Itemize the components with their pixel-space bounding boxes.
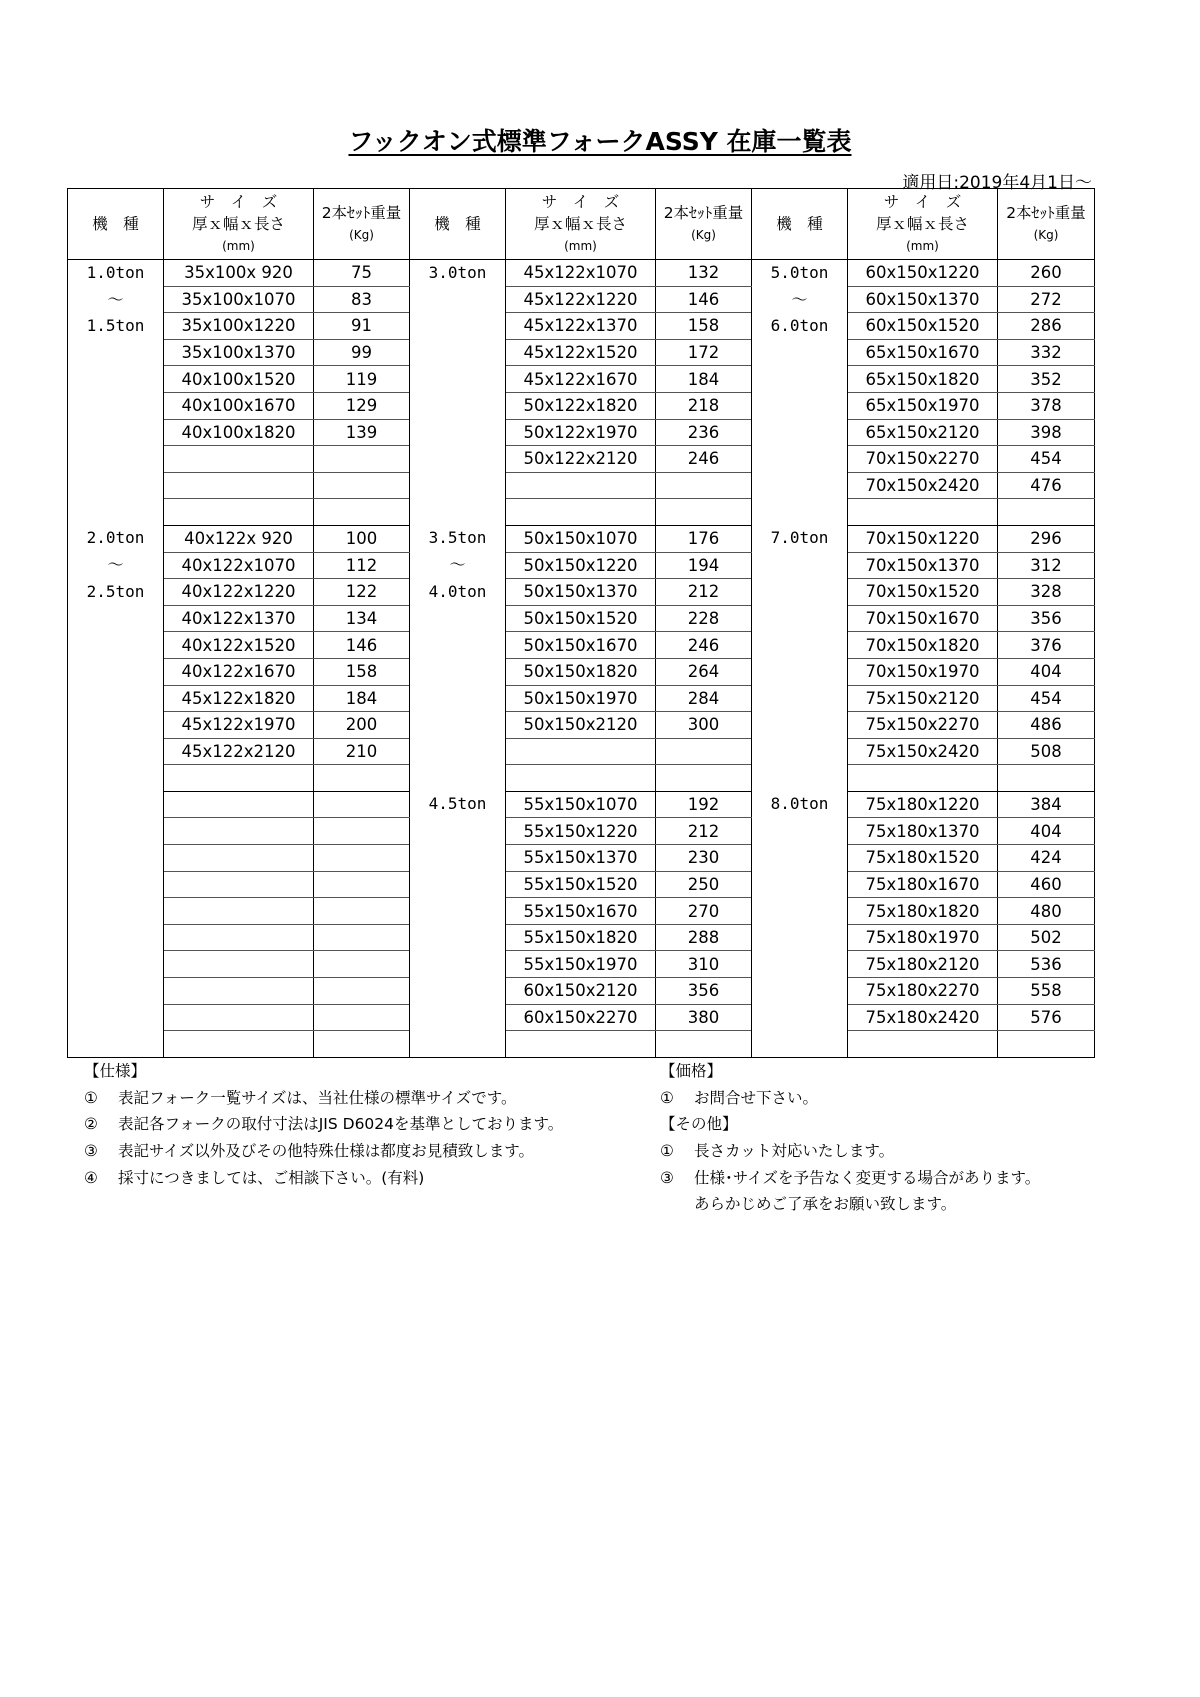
machine-label: 2.5ton xyxy=(86,581,145,601)
size-cell xyxy=(164,446,314,473)
other-item xyxy=(660,1138,1040,1165)
other-continuation: あらかじめご了承をお願い致します。 xyxy=(694,1195,957,1214)
weight-cell xyxy=(998,499,1095,526)
weight-cell: 296 xyxy=(998,525,1095,552)
size-cell xyxy=(164,1031,314,1058)
weight-cell: 134 xyxy=(314,605,410,632)
spec-item xyxy=(84,1111,563,1138)
weight-cell: 139 xyxy=(314,419,410,446)
weight-cell: 576 xyxy=(998,1004,1095,1031)
weight-cell: 246 xyxy=(656,446,752,473)
weight-cell: 212 xyxy=(656,579,752,606)
size-cell: 45x122x1220 xyxy=(506,286,656,313)
size-cell xyxy=(164,951,314,978)
weight-cell: 75 xyxy=(314,260,410,287)
machine-label: 3.0ton xyxy=(428,263,487,282)
notes-other xyxy=(660,1058,1040,1218)
weight-cell xyxy=(314,446,410,473)
machine-cell xyxy=(410,791,506,1057)
weight-cell: 228 xyxy=(656,605,752,632)
size-cell xyxy=(506,1031,656,1058)
table-row xyxy=(68,738,1095,765)
weight-cell: 460 xyxy=(998,871,1095,898)
size-cell: 40x122x1370 xyxy=(164,605,314,632)
header-machine: 機 種 xyxy=(752,189,848,260)
size-cell: 60x150x2270 xyxy=(506,1004,656,1031)
spec-item-text: 採寸につきましては、ご相談下さい。(有料) xyxy=(118,1168,425,1187)
table-row xyxy=(68,818,1095,845)
machine-cell xyxy=(68,260,164,526)
header-weight-unit: (Kg) xyxy=(691,228,716,242)
size-cell: 45x122x1520 xyxy=(506,339,656,366)
table-row xyxy=(68,446,1095,473)
table-row xyxy=(68,898,1095,925)
spec-item xyxy=(84,1085,563,1112)
weight-cell: 99 xyxy=(314,339,410,366)
size-cell: 65x150x2120 xyxy=(848,419,998,446)
spec-item-text: 表記サイズ以外及びその他特殊仕様は都度お見積致します。 xyxy=(118,1142,535,1161)
table-row xyxy=(68,472,1095,499)
weight-cell: 380 xyxy=(656,1004,752,1031)
other-item-number: ③ xyxy=(660,1168,674,1187)
size-cell: 45x122x1070 xyxy=(506,260,656,287)
size-cell: 75x180x1820 xyxy=(848,898,998,925)
size-cell: 65x150x1670 xyxy=(848,339,998,366)
size-cell xyxy=(164,818,314,845)
other-item-text: 長さカット対応いたします。 xyxy=(694,1142,895,1161)
size-cell: 55x150x1220 xyxy=(506,818,656,845)
size-cell: 40x100x1670 xyxy=(164,392,314,419)
weight-cell: 246 xyxy=(656,632,752,659)
header-machine: 機 種 xyxy=(68,189,164,260)
weight-cell: 132 xyxy=(656,260,752,287)
weight-cell: 310 xyxy=(656,951,752,978)
size-cell: 50x150x1520 xyxy=(506,605,656,632)
machine-cell xyxy=(68,791,164,1057)
machine-label: 1.0ton xyxy=(86,263,145,282)
weight-cell: 260 xyxy=(998,260,1095,287)
weight-cell xyxy=(656,1031,752,1058)
weight-cell xyxy=(998,765,1095,792)
weight-cell xyxy=(998,1031,1095,1058)
header-size-unit: (mm) xyxy=(564,239,597,253)
table-row xyxy=(68,685,1095,712)
weight-cell: 476 xyxy=(998,472,1095,499)
table-row xyxy=(68,632,1095,659)
size-cell: 70x150x2270 xyxy=(848,446,998,473)
size-cell: 50x150x1970 xyxy=(506,685,656,712)
weight-cell: 176 xyxy=(656,525,752,552)
table-row xyxy=(68,1031,1095,1058)
weight-cell: 172 xyxy=(656,339,752,366)
table-row xyxy=(68,951,1095,978)
size-cell xyxy=(506,472,656,499)
table-row xyxy=(68,392,1095,419)
weight-cell: 508 xyxy=(998,738,1095,765)
size-cell: 75x180x1970 xyxy=(848,924,998,951)
spec-item-text: 表記各フォークの取付寸法はJIS D6024を基準としております。 xyxy=(118,1115,564,1134)
machine-label: 7.0ton xyxy=(770,528,829,548)
size-cell: 75x180x2120 xyxy=(848,951,998,978)
weight-cell: 270 xyxy=(656,898,752,925)
table-row xyxy=(68,552,1095,579)
weight-cell: 424 xyxy=(998,845,1095,872)
size-cell: 75x150x2270 xyxy=(848,712,998,739)
header-size-top: サ イ ズ xyxy=(541,193,620,211)
machine-label: 4.5ton xyxy=(428,794,487,814)
header-size-top: サ イ ズ xyxy=(199,193,278,211)
size-cell: 45x122x2120 xyxy=(164,738,314,765)
size-cell xyxy=(506,499,656,526)
spec-item-number: ③ xyxy=(84,1142,98,1161)
size-cell: 70x150x1520 xyxy=(848,579,998,606)
size-cell: 70x150x1370 xyxy=(848,552,998,579)
table-row xyxy=(68,765,1095,792)
size-cell: 50x150x1370 xyxy=(506,579,656,606)
header-machine: 機 種 xyxy=(410,189,506,260)
machine-label: ～ xyxy=(107,289,124,309)
machine-label: 3.5ton xyxy=(428,528,487,548)
size-cell: 45x122x1970 xyxy=(164,712,314,739)
header-weight-top: 2本ｾｯﾄ重量 xyxy=(1006,204,1086,222)
size-cell: 60x150x1370 xyxy=(848,286,998,313)
spec-heading: 【仕様】 xyxy=(84,1062,147,1080)
size-cell: 75x180x2270 xyxy=(848,978,998,1005)
machine-label: 4.0ton xyxy=(428,581,487,601)
weight-cell: 230 xyxy=(656,845,752,872)
table-row xyxy=(68,978,1095,1005)
header-weight-unit: (Kg) xyxy=(1033,228,1059,242)
size-cell: 50x150x1820 xyxy=(506,658,656,685)
weight-cell: 356 xyxy=(656,978,752,1005)
weight-cell xyxy=(314,845,410,872)
size-cell: 45x122x1820 xyxy=(164,685,314,712)
weight-cell: 250 xyxy=(656,871,752,898)
machine-label: 8.0ton xyxy=(770,794,829,814)
weight-cell: 218 xyxy=(656,392,752,419)
weight-cell: 119 xyxy=(314,366,410,393)
table-row xyxy=(68,605,1095,632)
weight-cell: 404 xyxy=(998,658,1095,685)
weight-cell xyxy=(656,499,752,526)
weight-cell: 486 xyxy=(998,712,1095,739)
weight-cell xyxy=(314,978,410,1005)
weight-cell xyxy=(314,499,410,526)
size-cell: 55x150x1820 xyxy=(506,924,656,951)
weight-cell: 200 xyxy=(314,712,410,739)
size-cell xyxy=(164,898,314,925)
size-cell xyxy=(506,738,656,765)
size-cell: 70x150x1670 xyxy=(848,605,998,632)
table-header-row xyxy=(68,189,1095,260)
machine-cell xyxy=(410,525,506,791)
spec-item-text: 表記フォーク一覧サイズは、当社仕様の標準サイズです。 xyxy=(118,1088,517,1107)
other-item-number: ① xyxy=(660,1142,674,1161)
weight-cell xyxy=(656,738,752,765)
size-cell: 65x150x1820 xyxy=(848,366,998,393)
table-row xyxy=(68,712,1095,739)
size-cell: 50x122x1820 xyxy=(506,392,656,419)
price-item xyxy=(660,1085,1040,1112)
weight-cell: 184 xyxy=(656,366,752,393)
weight-cell xyxy=(314,765,410,792)
machine-cell xyxy=(68,525,164,791)
machine-cell xyxy=(752,791,848,1057)
machine-label: 6.0ton xyxy=(770,316,829,336)
header-weight-unit: (Kg) xyxy=(349,228,374,242)
weight-cell xyxy=(314,1031,410,1058)
size-cell xyxy=(164,472,314,499)
weight-cell: 83 xyxy=(314,286,410,313)
machine-cell xyxy=(752,525,848,791)
machine-label: 1.5ton xyxy=(86,316,145,336)
size-cell: 75x180x1220 xyxy=(848,791,998,818)
weight-cell: 378 xyxy=(998,392,1095,419)
other-item-text: 仕様･サイズを予告なく変更する場合があります。 xyxy=(694,1168,1041,1187)
weight-cell: 288 xyxy=(656,924,752,951)
weight-cell: 210 xyxy=(314,738,410,765)
weight-cell xyxy=(314,1004,410,1031)
weight-cell: 129 xyxy=(314,392,410,419)
machine-label: 5.0ton xyxy=(770,263,829,282)
machine-label: 2.0ton xyxy=(86,528,145,548)
header-weight xyxy=(656,189,752,260)
weight-cell xyxy=(656,472,752,499)
size-cell: 60x150x1520 xyxy=(848,313,998,340)
weight-cell: 192 xyxy=(656,791,752,818)
price-heading: 【価格】 xyxy=(660,1062,723,1080)
weight-cell: 384 xyxy=(998,791,1095,818)
size-cell: 35x100x1370 xyxy=(164,339,314,366)
weight-cell: 536 xyxy=(998,951,1095,978)
header-size xyxy=(164,189,314,260)
header-size-mid: 厚ｘ幅ｘ長さ xyxy=(533,215,627,233)
size-cell: 75x150x2120 xyxy=(848,685,998,712)
price-item-text: お問合せ下さい。 xyxy=(694,1088,819,1107)
machine-label: ～ xyxy=(449,555,466,575)
weight-cell: 328 xyxy=(998,579,1095,606)
weight-cell xyxy=(314,871,410,898)
weight-cell xyxy=(314,951,410,978)
size-cell: 55x150x1370 xyxy=(506,845,656,872)
table-row xyxy=(68,658,1095,685)
table-row xyxy=(68,313,1095,340)
other-heading: 【その他】 xyxy=(660,1115,738,1134)
weight-cell: 376 xyxy=(998,632,1095,659)
size-cell: 60x150x2120 xyxy=(506,978,656,1005)
size-cell: 40x100x1520 xyxy=(164,366,314,393)
size-cell: 40x122x1220 xyxy=(164,579,314,606)
weight-cell: 146 xyxy=(656,286,752,313)
size-cell: 35x100x1220 xyxy=(164,313,314,340)
table-row xyxy=(68,791,1095,818)
size-cell xyxy=(506,765,656,792)
weight-cell: 502 xyxy=(998,924,1095,951)
size-cell: 50x150x1670 xyxy=(506,632,656,659)
size-cell: 60x150x1220 xyxy=(848,260,998,287)
weight-cell xyxy=(656,765,752,792)
machine-label: ～ xyxy=(791,289,808,309)
weight-cell: 91 xyxy=(314,313,410,340)
weight-cell xyxy=(314,791,410,818)
weight-cell: 480 xyxy=(998,898,1095,925)
header-size xyxy=(848,189,998,260)
table-row xyxy=(68,366,1095,393)
size-cell: 50x122x2120 xyxy=(506,446,656,473)
size-cell: 35x100x 920 xyxy=(164,260,314,287)
header-size-unit: (mm) xyxy=(906,239,939,253)
page-title: フックオン式標準フォークASSY 在庫一覧表 xyxy=(348,127,852,156)
table-row xyxy=(68,871,1095,898)
machine-cell xyxy=(410,260,506,526)
weight-cell: 236 xyxy=(656,419,752,446)
header-size-mid: 厚ｘ幅ｘ長さ xyxy=(875,215,969,233)
weight-cell: 404 xyxy=(998,818,1095,845)
weight-cell xyxy=(314,818,410,845)
size-cell xyxy=(164,1004,314,1031)
weight-cell: 300 xyxy=(656,712,752,739)
stock-table xyxy=(67,188,1095,1058)
size-cell: 75x180x1670 xyxy=(848,871,998,898)
size-cell: 55x150x1970 xyxy=(506,951,656,978)
table-row xyxy=(68,339,1095,366)
spec-item xyxy=(84,1165,563,1192)
size-cell: 70x150x1220 xyxy=(848,525,998,552)
weight-cell: 352 xyxy=(998,366,1095,393)
size-cell: 40x122x1670 xyxy=(164,658,314,685)
size-cell: 50x150x2120 xyxy=(506,712,656,739)
table-row xyxy=(68,286,1095,313)
spec-item-number: ④ xyxy=(84,1168,98,1187)
size-cell: 45x122x1670 xyxy=(506,366,656,393)
size-cell: 65x150x1970 xyxy=(848,392,998,419)
table-row xyxy=(68,845,1095,872)
size-cell: 70x150x1970 xyxy=(848,658,998,685)
weight-cell: 284 xyxy=(656,685,752,712)
table-row xyxy=(68,1004,1095,1031)
weight-cell: 184 xyxy=(314,685,410,712)
weight-cell: 356 xyxy=(998,605,1095,632)
size-cell: 70x150x2420 xyxy=(848,472,998,499)
size-cell: 50x150x1220 xyxy=(506,552,656,579)
weight-cell xyxy=(314,924,410,951)
table-row xyxy=(68,499,1095,526)
size-cell: 55x150x1670 xyxy=(506,898,656,925)
size-cell: 75x180x2420 xyxy=(848,1004,998,1031)
table-row xyxy=(68,525,1095,552)
weight-cell: 212 xyxy=(656,818,752,845)
size-cell: 70x150x1820 xyxy=(848,632,998,659)
weight-cell: 146 xyxy=(314,632,410,659)
size-cell xyxy=(848,499,998,526)
size-cell: 75x180x1370 xyxy=(848,818,998,845)
size-cell xyxy=(164,871,314,898)
weight-cell: 264 xyxy=(656,658,752,685)
size-cell xyxy=(848,1031,998,1058)
size-cell: 40x122x 920 xyxy=(164,525,314,552)
machine-label: ～ xyxy=(107,555,124,575)
weight-cell: 558 xyxy=(998,978,1095,1005)
weight-cell: 100 xyxy=(314,525,410,552)
size-cell xyxy=(164,978,314,1005)
size-cell: 55x150x1070 xyxy=(506,791,656,818)
notes-spec xyxy=(84,1058,563,1191)
weight-cell: 332 xyxy=(998,339,1095,366)
weight-cell: 286 xyxy=(998,313,1095,340)
size-cell: 35x100x1070 xyxy=(164,286,314,313)
size-cell: 50x150x1070 xyxy=(506,525,656,552)
table-row xyxy=(68,579,1095,606)
weight-cell: 312 xyxy=(998,552,1095,579)
size-cell: 75x180x1520 xyxy=(848,845,998,872)
size-cell xyxy=(164,499,314,526)
spec-item-number: ① xyxy=(84,1088,98,1107)
size-cell: 75x150x2420 xyxy=(848,738,998,765)
size-cell xyxy=(164,765,314,792)
header-weight xyxy=(998,189,1095,260)
size-cell xyxy=(164,791,314,818)
table-row xyxy=(68,260,1095,287)
header-size-mid: 厚ｘ幅ｘ長さ xyxy=(191,215,285,233)
price-item-number: ① xyxy=(660,1088,674,1107)
weight-cell: 194 xyxy=(656,552,752,579)
size-cell: 45x122x1370 xyxy=(506,313,656,340)
effective-date: 適用日:2019年4月1日～ xyxy=(902,173,1092,193)
other-item xyxy=(660,1165,1040,1192)
header-weight xyxy=(314,189,410,260)
size-cell: 40x100x1820 xyxy=(164,419,314,446)
header-size-top: サ イ ズ xyxy=(883,193,962,211)
weight-cell: 454 xyxy=(998,446,1095,473)
size-cell xyxy=(848,765,998,792)
weight-cell xyxy=(314,898,410,925)
table-row xyxy=(68,924,1095,951)
spec-item xyxy=(84,1138,563,1165)
machine-cell xyxy=(752,260,848,526)
weight-cell: 454 xyxy=(998,685,1095,712)
weight-cell: 398 xyxy=(998,419,1095,446)
table-row xyxy=(68,419,1095,446)
header-size-unit: (mm) xyxy=(222,239,255,253)
header-weight-top: 2本ｾｯﾄ重量 xyxy=(663,204,744,222)
weight-cell xyxy=(314,472,410,499)
weight-cell: 272 xyxy=(998,286,1095,313)
weight-cell: 122 xyxy=(314,579,410,606)
weight-cell: 158 xyxy=(314,658,410,685)
spec-item-number: ② xyxy=(84,1115,98,1134)
size-cell xyxy=(164,845,314,872)
weight-cell: 112 xyxy=(314,552,410,579)
size-cell: 40x122x1520 xyxy=(164,632,314,659)
size-cell: 40x122x1070 xyxy=(164,552,314,579)
size-cell: 55x150x1520 xyxy=(506,871,656,898)
header-weight-top: 2本ｾｯﾄ重量 xyxy=(321,204,402,222)
size-cell: 50x122x1970 xyxy=(506,419,656,446)
weight-cell: 158 xyxy=(656,313,752,340)
size-cell xyxy=(164,924,314,951)
header-size xyxy=(506,189,656,260)
